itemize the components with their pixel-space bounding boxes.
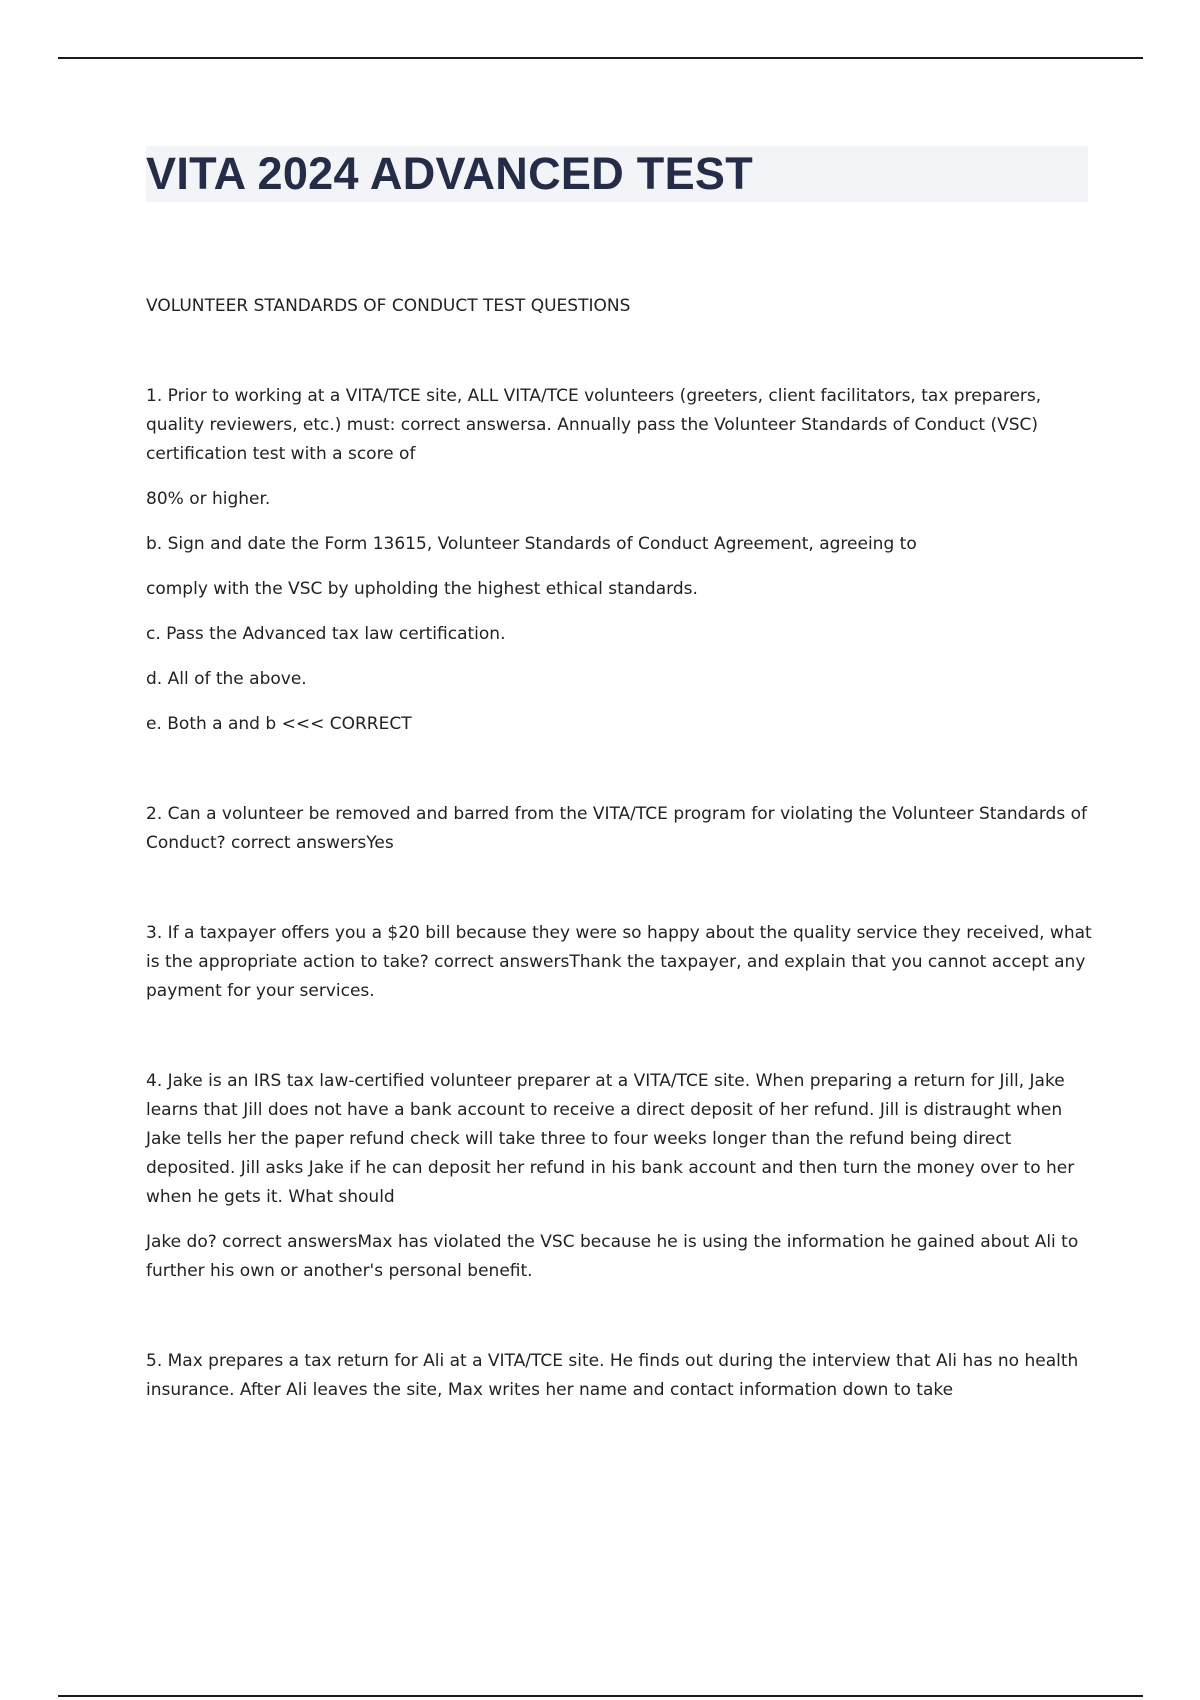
question-5: 5. Max prepares a tax return for Ali at a VITA/TCE site. He finds out during the interview that Ali has no health insurance. After Ali leaves the site, Max writes her name and contact information down to take bbox=[146, 1351, 1079, 1400]
question-1: 1. Prior to working at a VITA/TCE site, ALL VITA/TCE volunteers (greeters, client facilitators, tax preparers, quality reviewers, etc.) must: correct answersa. Annually pass the Volunteer Standards of Conduct (VSC) certification test with a score of bbox=[146, 386, 1042, 464]
question-1-option-e: e. Both a and b <<< CORRECT bbox=[146, 714, 412, 734]
question-1-option-c: c. Pass the Advanced tax law certification. bbox=[146, 624, 506, 644]
section-heading: VOLUNTEER STANDARDS OF CONDUCT TEST QUESTIONS bbox=[146, 296, 631, 316]
document-body bbox=[146, 292, 1096, 1421]
page-title: VITA 2024 ADVANCED TEST bbox=[146, 148, 754, 199]
question-1-option-d: d. All of the above. bbox=[146, 669, 307, 689]
question-2: 2. Can a volunteer be removed and barred from the VITA/TCE program for violating the Volunteer Standards of Conduct? correct answersYes bbox=[146, 804, 1087, 853]
bottom-rule bbox=[58, 1695, 1143, 1697]
question-1-option-b: b. Sign and date the Form 13615, Volunteer Standards of Conduct Agreement, agreeing to bbox=[146, 534, 917, 554]
question-1-continuation: 80% or higher. bbox=[146, 489, 271, 509]
question-4-answer: Jake do? correct answersMax has violated the VSC because he is using the information he gained about Ali to further his own or another's personal benefit. bbox=[146, 1232, 1079, 1281]
top-rule bbox=[58, 57, 1143, 59]
question-4: 4. Jake is an IRS tax law-certified volunteer preparer at a VITA/TCE site. When preparing a return for Jill, Jake learns that Jill does not have a bank account to receive a direct deposit of her refund. Jill is distraught when Jake tells her the paper refund check will take three to four weeks longer than the refund being direct deposited. Jill asks Jake if he can deposit her refund in his bank account and then turn the money over to her when he gets it. What should bbox=[146, 1071, 1075, 1207]
question-3: 3. If a taxpayer offers you a $20 bill because they were so happy about the quality service they received, what is the appropriate action to take? correct answersThank the taxpayer, and explain that you cannot accept any payment for your services. bbox=[146, 923, 1092, 1001]
question-1-option-b-continuation: comply with the VSC by upholding the highest ethical standards. bbox=[146, 579, 698, 599]
